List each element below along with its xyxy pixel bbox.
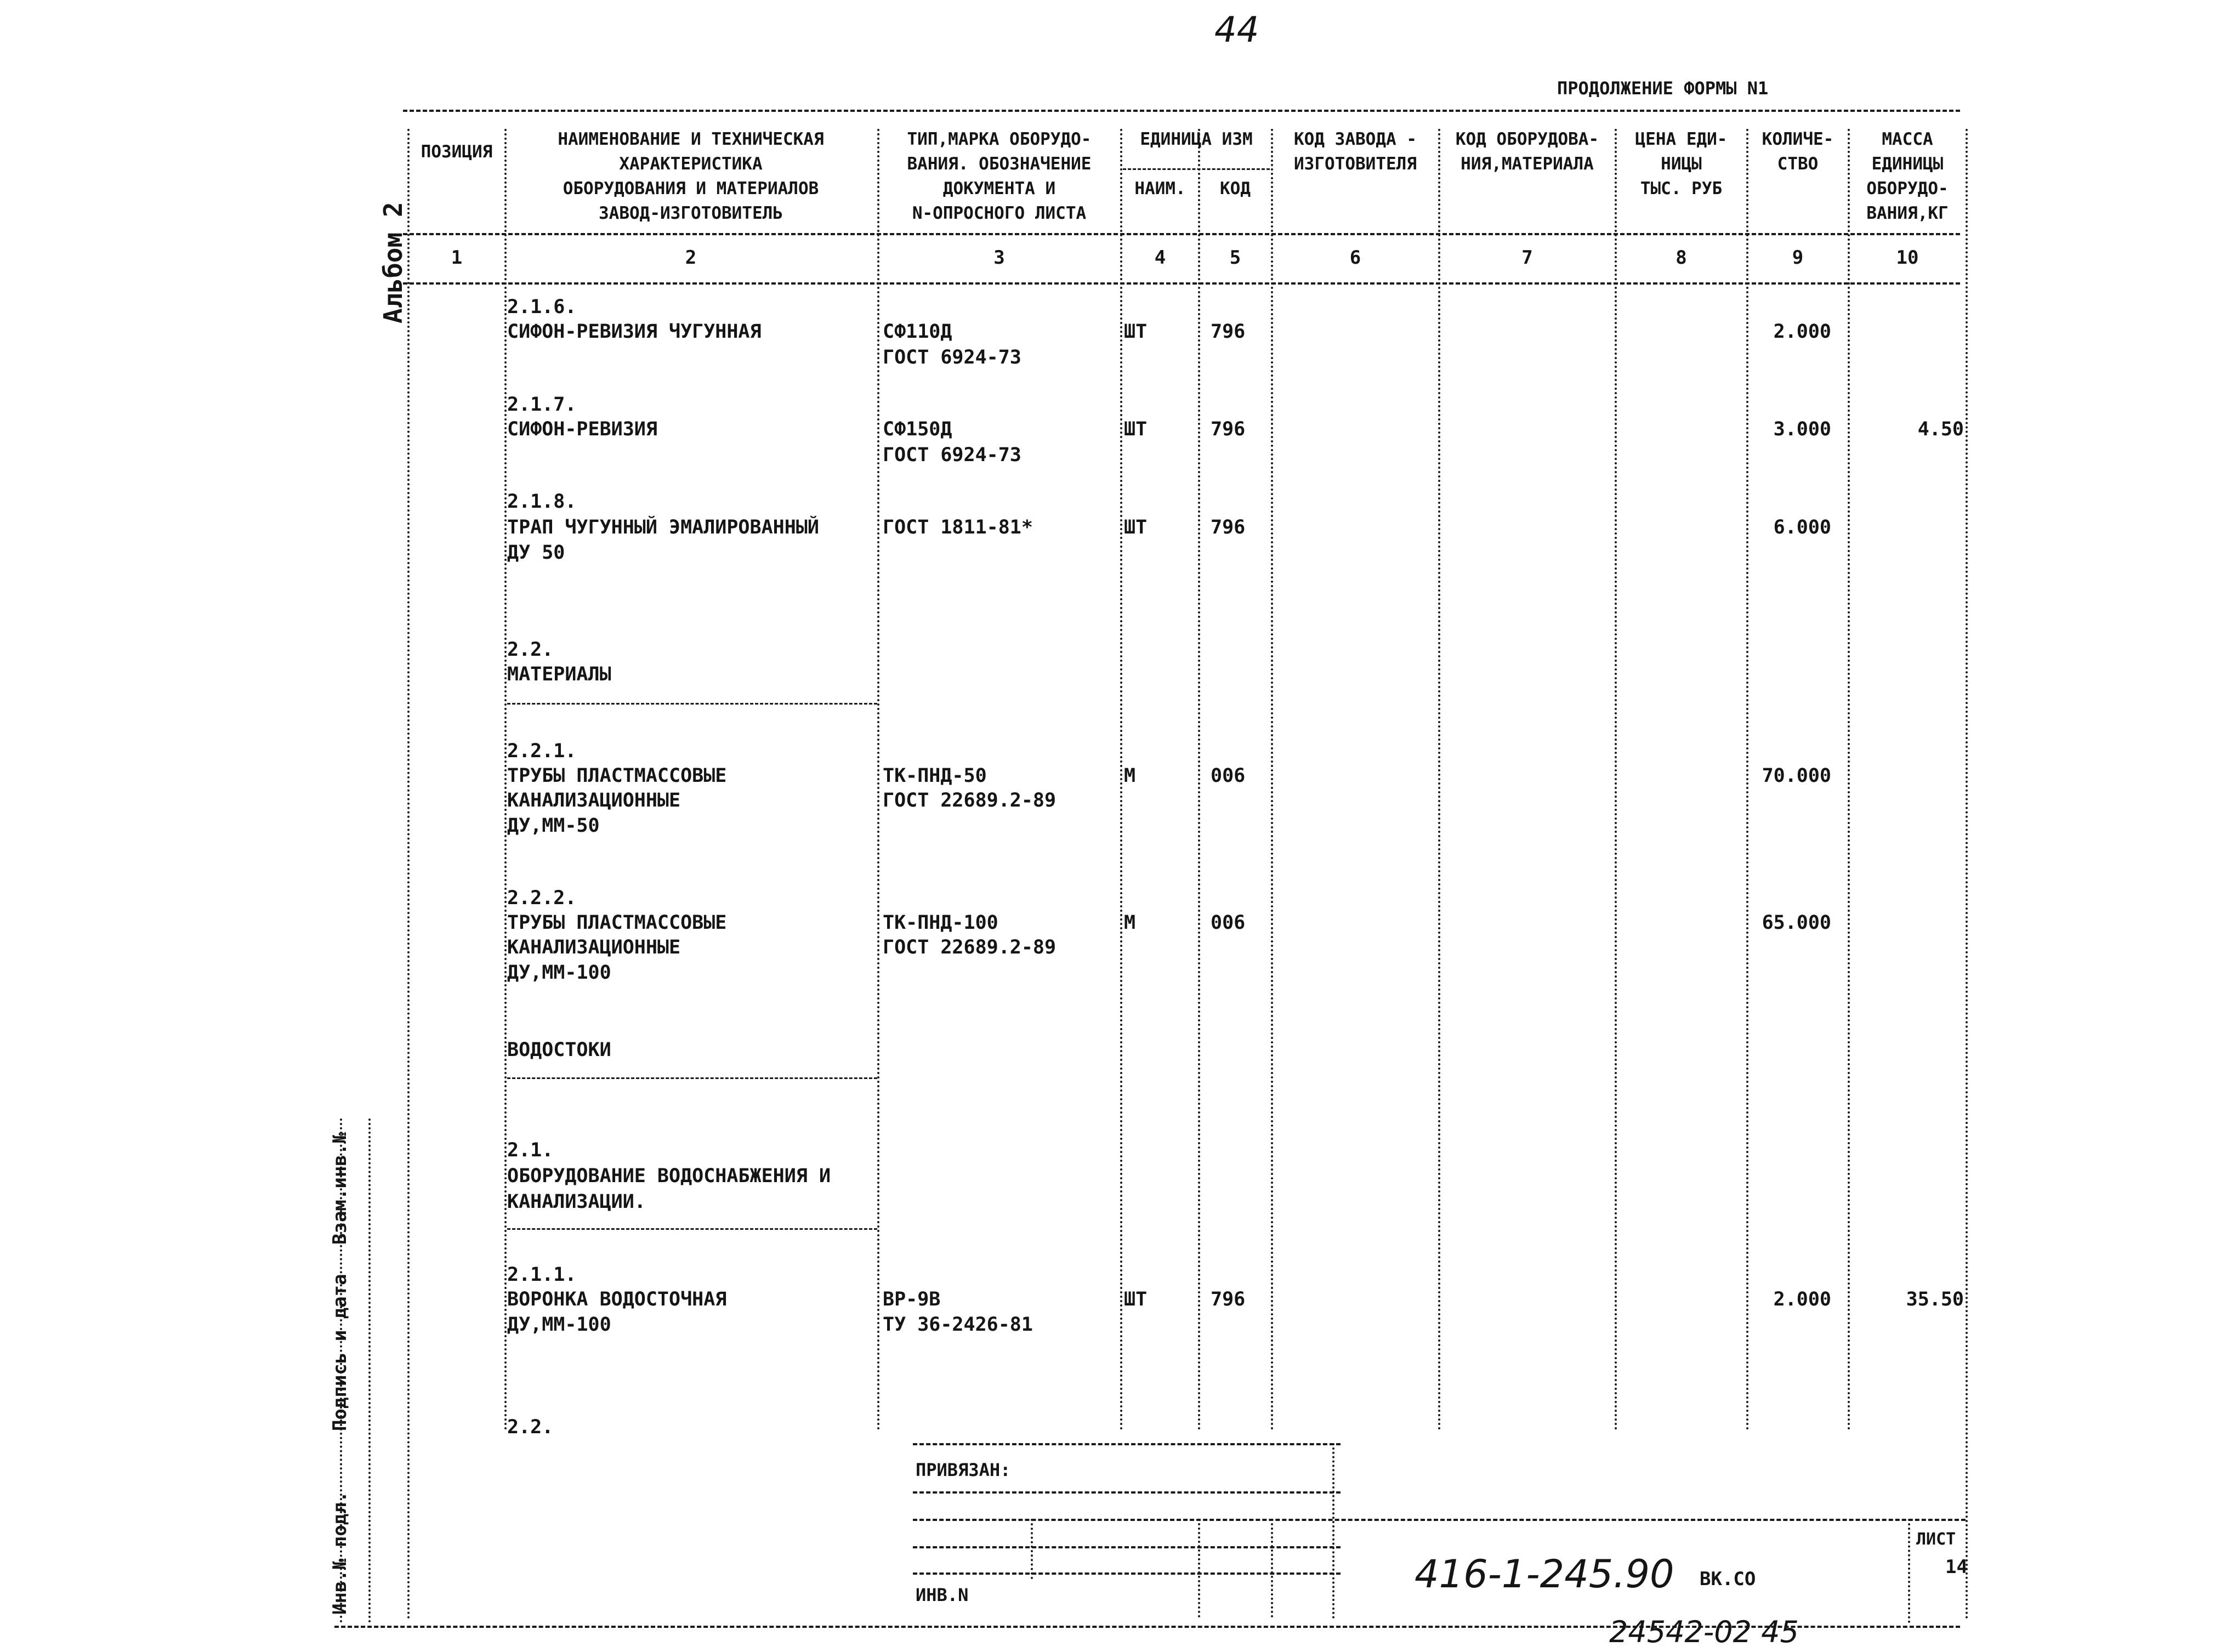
col-sep-right <box>1966 129 1968 1620</box>
row-8-name-line-1: ОБОРУДОВАНИЕ ВОДОСНАБЖЕНИЯ И <box>507 1165 831 1187</box>
row-5-unit: М <box>1124 765 1136 787</box>
row-5-name-line-2: КАНАЛИЗАЦИОННЫЕ <box>507 790 681 811</box>
row-1-doc-line-1: СФ110Д <box>883 321 952 343</box>
row-1-unit-code: 796 <box>1211 321 1246 343</box>
row-8-section-underline <box>507 1228 877 1230</box>
column-number-7: 7 <box>1521 247 1533 269</box>
stamp-col-sep-3 <box>1271 1519 1273 1617</box>
row-3-name-line-1: ТРАП ЧУГУННЫЙ ЭМАЛИРОВАННЫЙ <box>507 516 819 538</box>
col-sep-3 <box>1120 129 1122 1431</box>
row-9-unit-code: 796 <box>1211 1288 1246 1310</box>
row-9-unit: ШТ <box>1124 1288 1148 1310</box>
row-6-quantity: 65.000 <box>1762 912 1831 934</box>
row-5-doc-line-1: ТК-ПНД-50 <box>883 765 987 787</box>
row-5-name-line-3: ДУ,ММ-50 <box>507 815 600 837</box>
header-col5: КОД <box>1220 179 1251 198</box>
stamp-divider-1 <box>913 1491 1341 1494</box>
row-9-position: 2.1.1. <box>507 1264 577 1286</box>
row-1-position: 2.1.6. <box>507 296 577 318</box>
row-9-name-line-1: ВОРОНКА ВОДОСТОЧНАЯ <box>507 1288 727 1310</box>
row-3-unit: ШТ <box>1124 516 1148 538</box>
row-6-doc-line-1: ТК-ПНД-100 <box>883 912 998 934</box>
stamp-col-sep-2 <box>1198 1519 1200 1617</box>
row-2-position: 2.1.7. <box>507 394 577 416</box>
row-3-name-line-2: ДУ 50 <box>507 542 565 564</box>
column-number-2: 2 <box>685 247 697 269</box>
row-9-doc-line-1: ВР-9В <box>883 1288 941 1310</box>
row-4-section-title: МАТЕРИАЛЫ <box>507 663 611 685</box>
column-number-4: 4 <box>1154 247 1166 269</box>
column-number-6: 6 <box>1349 247 1361 269</box>
header-col3: ТИП,МАРКА ОБОРУДО- ВАНИЯ. ОБОЗНАЧЕНИЕ ДОКУМЕНТА И N-ОПРОСНОГО ЛИСТА <box>907 129 1092 223</box>
row-1-name-line-1: СИФОН-РЕВИЗИЯ ЧУГУННАЯ <box>507 321 762 343</box>
row-9-name-line-2: ДУ,ММ-100 <box>507 1314 611 1336</box>
row-2-quantity: 3.000 <box>1773 418 1831 440</box>
document-code: 416-1-245.90 <box>1415 1552 1674 1597</box>
stamp-divider-4 <box>913 1572 1341 1575</box>
row-6-name-line-3: ДУ,ММ-100 <box>507 962 611 984</box>
album-label: Альбом 2 <box>378 202 408 323</box>
header-col1: ПОЗИЦИЯ <box>421 142 493 162</box>
col-sep-6 <box>1438 129 1440 1431</box>
row-3-position: 2.1.8. <box>507 491 577 513</box>
archive-code: 24542-02 45 <box>1609 1615 1799 1649</box>
header-col45-top: ЕДИНИЦА ИЗМ <box>1140 129 1253 149</box>
stamp-divider-3 <box>913 1546 1341 1548</box>
row-4-section-underline <box>507 703 877 705</box>
header-col2: НАИМЕНОВАНИЕ И ТЕХНИЧЕСКАЯ ХАРАКТЕРИСТИКА ОБОРУДОВАНИЯ И МАТЕРИАЛОВ ЗАВОД-ИЗГОТОВИТЕЛЬ <box>558 129 824 223</box>
row-6-doc-line-2: ГОСТ 22689.2-89 <box>883 936 1057 958</box>
header-col6: КОД ЗАВОДА - ИЗГОТОВИТЕЛЯ <box>1294 129 1417 174</box>
col-sep-7 <box>1615 129 1617 1431</box>
row-3-quantity: 6.000 <box>1773 516 1831 538</box>
row-6-unit-code: 006 <box>1211 912 1246 934</box>
row-2-unit: ШТ <box>1124 418 1148 440</box>
row-7-section-title: ВОДОСТОКИ <box>507 1039 611 1061</box>
stamp-divider-2 <box>913 1519 1966 1521</box>
row-1-doc-line-2: ГОСТ 6924-73 <box>883 347 1021 368</box>
row-2-doc-line-1: СФ150Д <box>883 418 952 440</box>
col-sep-1 <box>504 129 507 1431</box>
col-sep-4 <box>1198 129 1200 1431</box>
column-number-1: 1 <box>451 247 463 269</box>
sheet-label: ЛИСТ <box>1916 1530 1956 1549</box>
col-sep-9 <box>1848 129 1850 1431</box>
stamp-col-sep-4 <box>1332 1443 1334 1619</box>
sheet-number: 14 <box>1945 1556 1968 1578</box>
column-number-10: 10 <box>1896 247 1919 269</box>
header-col8: ЦЕНА ЕДИ- НИЦЫ ТЫС. РУБ <box>1635 129 1728 198</box>
row-6-name-line-1: ТРУБЫ ПЛАСТМАССОВЫЕ <box>507 912 727 934</box>
col-sep-2 <box>877 129 879 1431</box>
table-top-border <box>403 110 1960 112</box>
header-col9: КОЛИЧЕ- СТВО <box>1762 129 1834 174</box>
column-number-8: 8 <box>1676 247 1687 269</box>
column-number-3: 3 <box>993 247 1005 269</box>
bound-label: ПРИВЯЗАН: <box>916 1460 1011 1480</box>
row-5-position: 2.2.1. <box>507 740 577 762</box>
row-5-doc-line-2: ГОСТ 22689.2-89 <box>883 790 1057 811</box>
row-2-unit-code: 796 <box>1211 418 1246 440</box>
row-7-section-underline <box>507 1077 877 1079</box>
header-col10: МАССА ЕДИНИЦЫ ОБОРУДО- ВАНИЯ,КГ <box>1866 129 1949 223</box>
col-sep-left <box>407 129 410 1620</box>
row-5-unit-code: 006 <box>1211 765 1246 787</box>
row-3-doc-line-1: ГОСТ 1811-81* <box>883 516 1033 538</box>
left-stamp-inv-label: Инв.№ подл. <box>329 1491 351 1615</box>
row-8-position: 2.1. <box>507 1139 554 1161</box>
row-2-doc-line-2: ГОСТ 6924-73 <box>883 444 1021 466</box>
inv-label: ИНВ.N <box>916 1585 969 1605</box>
left-stamp-border <box>368 1119 371 1623</box>
stamp-top-border <box>913 1443 1341 1445</box>
left-stamp-signature-label: Подпись и дата <box>329 1274 351 1431</box>
header-col7: КОД ОБОРУДОВА- НИЯ,МАТЕРИАЛА <box>1455 129 1599 174</box>
column-number-9: 9 <box>1792 247 1804 269</box>
header-bottom-border <box>403 233 1960 235</box>
column-number-5: 5 <box>1229 247 1241 269</box>
row-3-unit-code: 796 <box>1211 516 1246 538</box>
continuation-title: ПРОДОЛЖЕНИЕ ФОРМЫ N1 <box>1557 78 1769 99</box>
header-unit-divider <box>1123 168 1270 170</box>
row-2-mass: 4.50 <box>1917 418 1964 440</box>
page-number: 44 <box>1214 10 1259 50</box>
stamp-col-sep-1 <box>1031 1519 1033 1579</box>
header-col4: НАИМ. <box>1134 179 1186 198</box>
row-4-position: 2.2. <box>507 639 554 661</box>
row-10-position: 2.2. <box>507 1416 554 1438</box>
row-8-name-line-2: КАНАЛИЗАЦИИ. <box>507 1191 646 1213</box>
row-1-quantity: 2.000 <box>1773 321 1831 343</box>
row-9-mass: 35.50 <box>1906 1288 1964 1310</box>
row-5-quantity: 70.000 <box>1762 765 1831 787</box>
row-6-name-line-2: КАНАЛИЗАЦИОННЫЕ <box>507 936 681 958</box>
row-9-quantity: 2.000 <box>1773 1288 1831 1310</box>
row-5-name-line-1: ТРУБЫ ПЛАСТМАССОВЫЕ <box>507 765 727 787</box>
numbers-bottom-border <box>403 282 1960 285</box>
left-stamp-replace-label: Взам.инв.№ <box>329 1132 351 1245</box>
document-suffix: ВК.СО <box>1700 1568 1756 1590</box>
row-9-doc-line-2: ТУ 36-2426-81 <box>883 1314 1033 1336</box>
row-2-name-line-1: СИФОН-РЕВИЗИЯ <box>507 418 657 440</box>
sheet-box-border <box>1908 1519 1910 1623</box>
col-sep-5 <box>1271 129 1273 1431</box>
row-6-position: 2.2.2. <box>507 887 577 909</box>
row-6-unit: М <box>1124 912 1136 934</box>
row-1-unit: ШТ <box>1124 321 1148 343</box>
